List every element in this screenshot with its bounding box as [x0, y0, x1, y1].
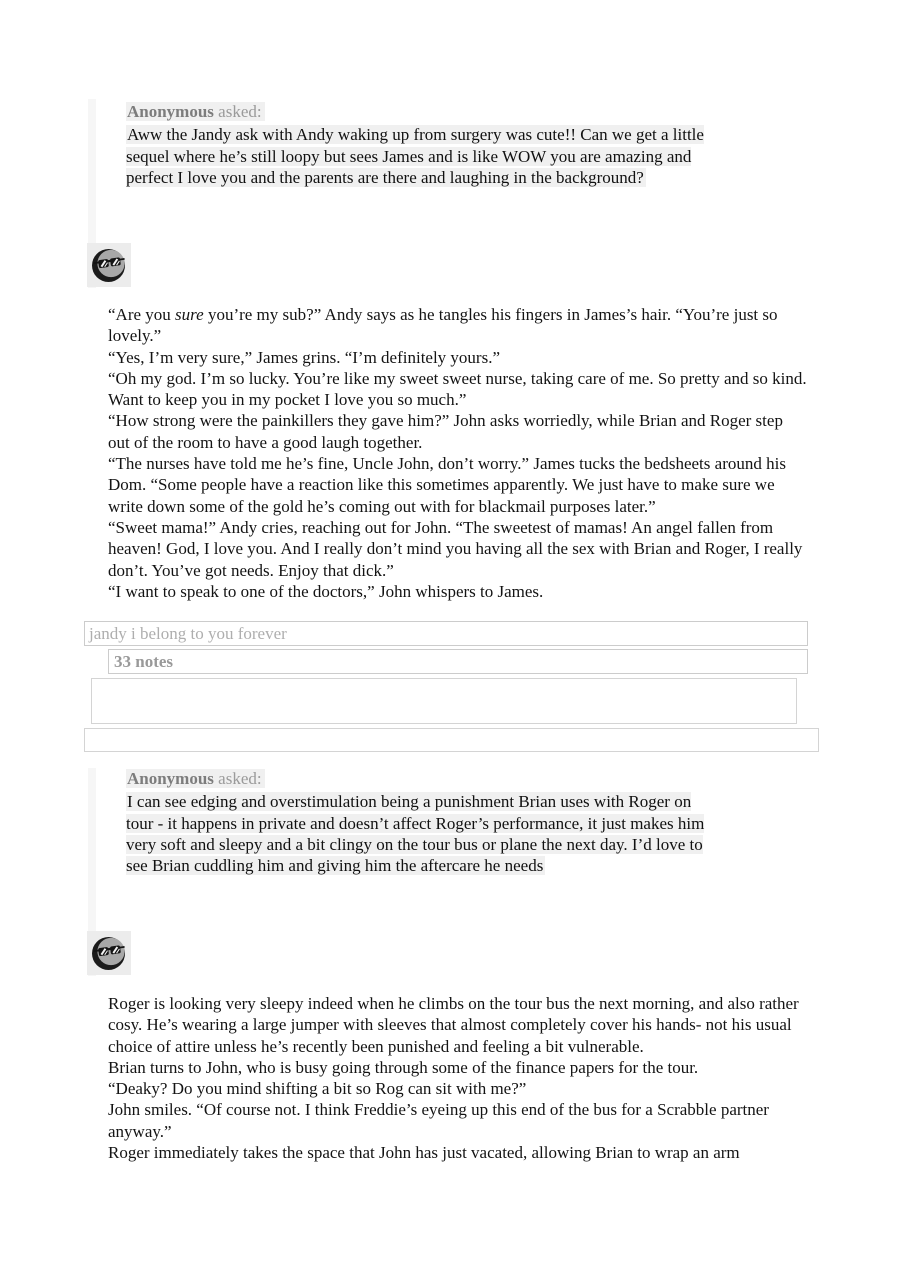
answer-paragraph: Brian turns to John, who is busy going through some of the finance papers for the tour. [108, 1057, 699, 1077]
post-2-ask-header [126, 768, 722, 789]
post-1-ask [126, 101, 722, 188]
post-1-tag-link[interactable] [84, 621, 808, 646]
post-2-ask-question: I can see edging and overstimulation being a punishment Brian uses with Roger on tour - it happens in private and doesn’t affect Roger’s performance, it just makes him very soft and sleepy and a bit clingy on the tour bus or plane the next day. I’d love to see Brian cuddling him and giving him the aftercare he needs [126, 792, 705, 876]
sunglasses-smiley-icon [87, 931, 131, 975]
answer-paragraph: John smiles. “Of course not. I think Freddie’s eyeing up this end of the bus for a Scrabble partner anyway.” [108, 1100, 769, 1141]
answer-paragraph: “Yes, I’m very sure,” James grins. “I’m definitely yours.” [108, 347, 501, 367]
answer-paragraph: “Sweet mama!” Andy cries, reaching out for John. “The sweetest of mamas! An angel fallen from heaven! God, I love you. And I really don’t mind you having all the sex with Brian and Roger, I really don’t. You’ve got needs. Enjoy that dick.” [108, 517, 803, 580]
answer-paragraph: “Deaky? Do you mind shifting a bit so Rog can sit with me?” [108, 1079, 527, 1099]
ask-author-name: Anonymous [127, 769, 214, 788]
post-2-ask [126, 768, 722, 876]
answer-paragraph: “How strong were the painkillers they gave him?” John asks worriedly, while Brian and Roger step out of the room to have a good laugh together. [108, 411, 783, 452]
italic-emphasis: sure [175, 305, 204, 324]
answer-paragraph: “Oh my god. I’m so lucky. You’re like my sweet sweet nurse, taking care of me. So pretty and so kind. Want to keep you in my pocket I love you so much.” [108, 368, 807, 410]
post-1-ask-header [126, 101, 722, 122]
answer-paragraph: Roger immediately takes the space that John has just vacated, allowing Brian to wrap an arm [108, 1143, 740, 1163]
post-2-blog-avatar[interactable] [87, 931, 131, 975]
tag-label: jandy i belong to you forever [89, 624, 287, 643]
answer-paragraph: Roger is looking very sleepy indeed when he climbs on the tour bus the next morning, and also rather cosy. He’s wearing a large jumper with sleeves that almost completely cover his hands- not his usual choice of attire unless he’s recently been punished and feeling a bit vulnerable. [108, 994, 799, 1056]
asked-label: asked: [218, 102, 262, 121]
answer-paragraph: “Are you sure you’re my sub?” Andy says as he tangles his fingers in James’s hair. “You’re just so lovely.” [108, 305, 778, 346]
asked-label: asked: [218, 769, 262, 788]
notes-count-label: 33 notes [114, 652, 174, 671]
post-1-empty-widget-box-2 [84, 728, 819, 752]
sunglasses-smiley-icon [87, 243, 131, 287]
post-1-blog-avatar[interactable] [87, 243, 131, 287]
post-1-answer [108, 304, 808, 602]
answer-paragraph: “The nurses have told me he’s fine, Uncle John, don’t worry.” James tucks the bedsheets around his Dom. “Some people have a reaction like this sometimes apparently. We just have to make sure we write down some of the gold he’s coming out with for blackmail purposes later.” [108, 454, 786, 516]
post-1-ask-question: Aww the Jandy ask with Andy waking up from surgery was cute!! Can we get a little sequel where he’s still loopy but sees James and is like WOW you are amazing and perfect I love you and the parents are there and laughing in the background? [126, 125, 704, 187]
ask-author-name: Anonymous [127, 102, 214, 121]
post-1-empty-widget-box-1 [91, 678, 797, 724]
post-2-answer [108, 993, 808, 1163]
answer-paragraph: “I want to speak to one of the doctors,” John whispers to James. [108, 581, 544, 601]
post-1-notes-count-link[interactable] [108, 649, 808, 674]
